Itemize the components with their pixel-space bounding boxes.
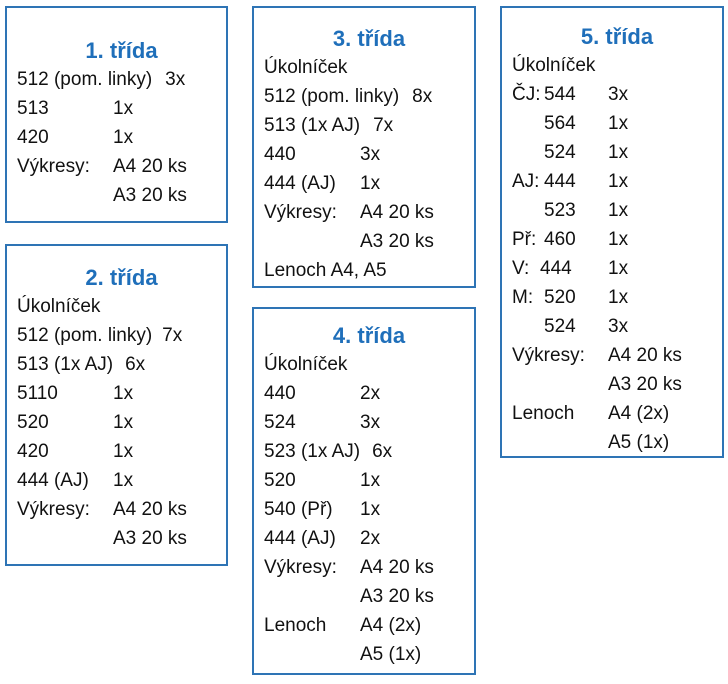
list-item: Výkresy: A4 20 ks [264, 202, 434, 223]
list-item: 444 (AJ) 2x [264, 528, 381, 549]
list-item: 512 (pom. linky) 8x [264, 86, 433, 107]
list-item: Výkresy: A4 20 ks [17, 156, 187, 177]
list-item: A3 20 ks [608, 374, 682, 395]
list-item: Úkolníček [264, 57, 348, 78]
grade-4-title: 4. třída [332, 323, 406, 348]
grade-3-title: 3. třída [332, 26, 406, 51]
list-item: Úkolníček [17, 296, 101, 317]
list-item: Lenoch A4 (2x) [512, 403, 670, 424]
grade-5-title: 5. třída [580, 24, 654, 49]
list-item: Lenoch A4 (2x) [264, 615, 422, 636]
list-item: A3 20 ks [113, 185, 187, 206]
grade-2-card [5, 244, 228, 566]
grade-3-card [252, 6, 476, 288]
list-item: 523 1x [544, 200, 629, 221]
list-item: 444 (AJ) 1x [264, 173, 381, 194]
list-item: A5 (1x) [360, 644, 422, 665]
list-item: 520 1x [264, 470, 381, 491]
list-item: Úkolníček [264, 354, 348, 375]
grade-5-card [500, 6, 724, 458]
list-item: Lenoch A4, A5 [264, 260, 387, 281]
list-item: 513 (1x AJ) 6x [17, 354, 146, 375]
list-item: 440 3x [264, 144, 381, 165]
list-item: 524 3x [264, 412, 381, 433]
list-item: Výkresy: A4 20 ks [512, 345, 682, 366]
list-item: 540 (Př) 1x [264, 499, 381, 520]
list-item: Př: 460 1x [512, 229, 629, 250]
list-item: A3 20 ks [360, 586, 434, 607]
list-item: A5 (1x) [608, 432, 670, 453]
list-item: V: 444 1x [512, 258, 629, 279]
list-item: 513 (1x AJ) 7x [264, 115, 394, 136]
list-item: 512 (pom. linky) 7x [17, 325, 183, 346]
list-item: 520 1x [17, 412, 134, 433]
grade-1-card [5, 6, 228, 223]
list-item: 513 1x [17, 98, 134, 119]
grade-2-title: 2. třída [85, 265, 158, 290]
list-item: 440 2x [264, 383, 381, 404]
list-item: A3 20 ks [113, 528, 187, 549]
list-item: A3 20 ks [360, 231, 434, 252]
list-item: 420 1x [17, 127, 134, 148]
list-item: 524 1x [544, 142, 629, 163]
list-item: AJ: 444 1x [512, 171, 629, 192]
list-item: Výkresy: A4 20 ks [264, 557, 434, 578]
list-item: 524 3x [544, 316, 629, 337]
list-item: 512 (pom. linky) 3x [17, 69, 186, 90]
list-item: 564 1x [544, 113, 629, 134]
list-item: 523 (1x AJ) 6x [264, 441, 393, 462]
grade-4-card [252, 307, 476, 675]
list-item: Výkresy: A4 20 ks [17, 499, 187, 520]
list-item: 5110 1x [17, 383, 134, 404]
list-item: Úkolníček [512, 55, 596, 76]
grade-1-title: 1. třída [85, 38, 158, 63]
list-item: ČJ: 544 3x [512, 84, 629, 105]
list-item: 444 (AJ) 1x [17, 470, 134, 491]
list-item: M: 520 1x [512, 287, 629, 308]
list-item: 420 1x [17, 441, 134, 462]
